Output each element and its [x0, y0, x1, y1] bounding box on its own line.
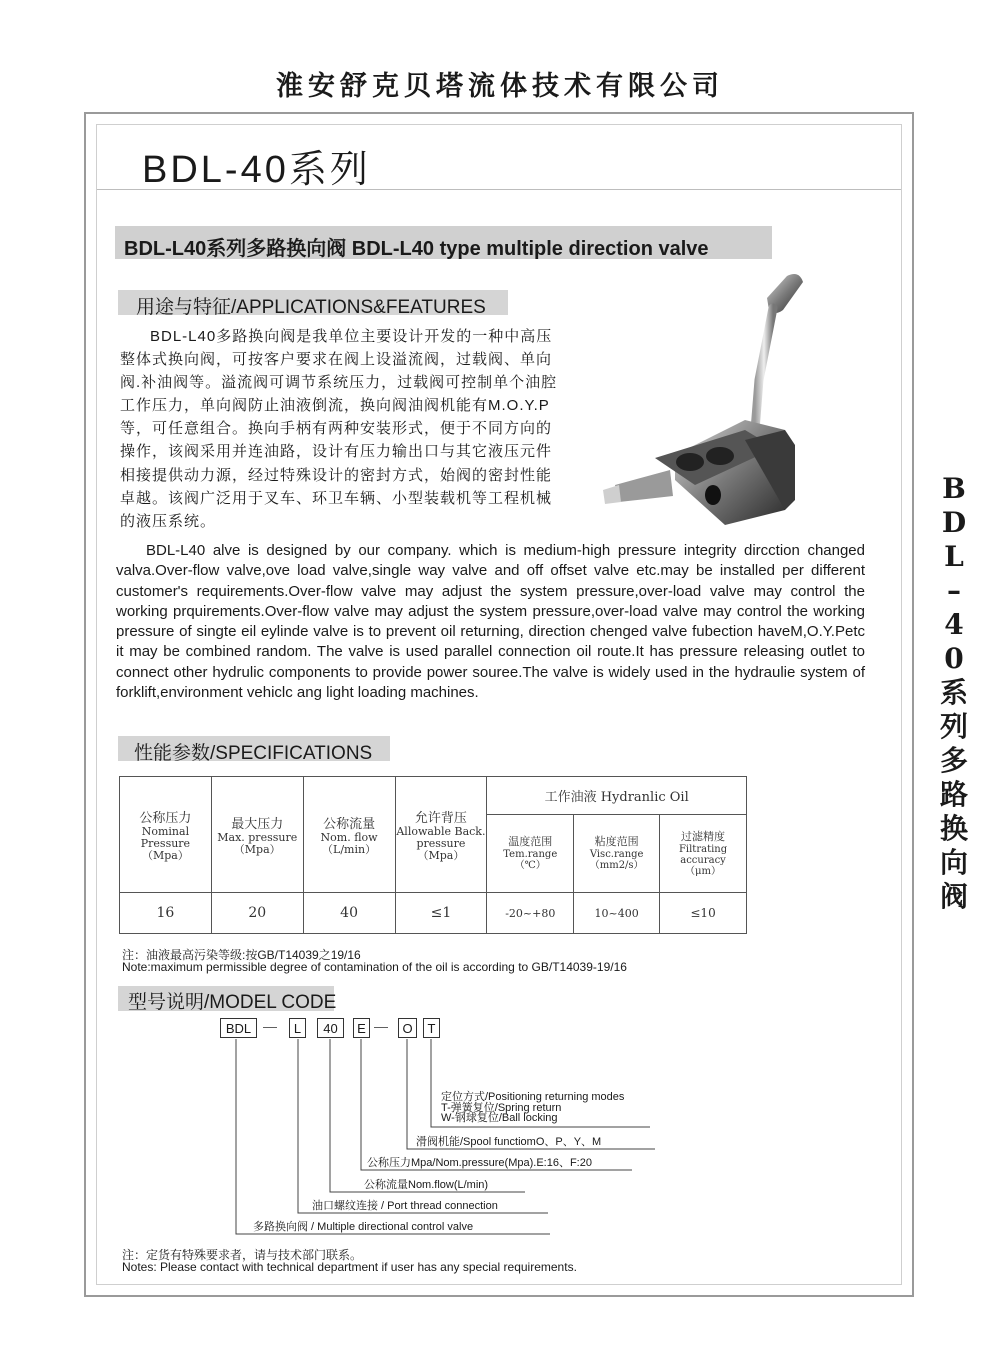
side-char: 0	[944, 642, 964, 675]
hydraulic-oil-header: 工作油液 Hydranlic Oil	[487, 777, 747, 815]
spool-function-label: 滑阀机能/Spool functiomO、P、Y、M	[416, 1136, 602, 1148]
applications-heading: 用途与特征/APPLICATIONS&FEATURES	[136, 297, 486, 318]
spec-header-cell: 过滤精度 Filtrating accuracy （μm）	[660, 815, 747, 893]
code-box-l: L	[289, 1018, 306, 1038]
code-box-bdl: BDL	[220, 1018, 257, 1038]
spec-header-cell: 公称流量 Nom. flow （L/min）	[303, 777, 395, 893]
spec-header-cell: 最大压力 Max. pressure （Mpa）	[211, 777, 303, 893]
side-char: 路	[939, 778, 968, 811]
spec-header-cell: 允许背压 Allowable Back. pressure （Mpa）	[395, 777, 487, 893]
spec-header-cell: 温度范围 Tem.range （℃）	[487, 815, 574, 893]
company-name: 淮安舒克贝塔流体技术有限公司	[276, 71, 724, 102]
applications-en-paragraph: BDL-L40 alve is designed by our company. which is medium-high pressure integrity dircction changed valva.Over-flow valve,ove load valve,single way valve and off offset valve etc.may be installed per different customer's requirements.Over-flow valve may adjust the system pressure,over-load valve may control the working prquirements.Over-flow valve may adjust the system pressure,over-load valve may control the working pressure of singte eil eylinde valve is to prevent oil returning, direction chenged valve fubection haveM,O.Y.Petc it may be combined random. The valve is used parallel connection oil route.It has pressure releasing outlet to connect other hydrulic components to provide power souree.The valve is widely used in the hydraulie system of forklift,environment vehiclc ang light loading machines.	[116, 542, 865, 702]
multiple-valve-label: 多路换向阀 / Multiple directional control valve	[253, 1221, 474, 1233]
applications-cn-paragraph: BDL-L40多路换向阀是我单位主要设计开发的一种中高压整体式换向阀，可按客户要求在阀上设溢流阀，过载阀、单向阀.补油阀等。溢流阀可调节系统压力，过载阀可控制单个油腔工作压力，单向阀防止油液倒流，换向阀油阀机能有M.O.Y.P等，可任意组合。换向手柄有两种安装形式，便于不同方向的操作，该阀采用并连油路，设计有压力输出口与其它液压元件相接提供动力源，经过特殊设计的密封方式，始阀的密封性能卓越。该阀广泛用于叉车、环卫车辆、小型装载机等工程机械的液压系统。	[120, 328, 558, 530]
side-char: 向	[939, 846, 968, 879]
ball-locking-label: W-钢球复位/Ball locking	[441, 1112, 558, 1124]
spec-note-cn: 注：油液最高污染等级:按GB/T14039之19/16	[122, 948, 361, 962]
spec-value-cell: 20	[211, 893, 303, 934]
spec-header-cell: 粘度范围 Visc.range （mm2/s）	[574, 815, 660, 893]
side-char: 系	[939, 676, 968, 709]
side-char: 换	[939, 812, 968, 845]
nominal-pressure-label: 公称压力Mpa/Nom.pressure(Mpa).E:16、F:20	[367, 1157, 592, 1169]
spring-return-label: T-弹簧复位/Spring return	[441, 1102, 562, 1114]
specifications-heading: 性能参数/SPECIFICATIONS	[134, 743, 373, 764]
port-thread-label: 油口螺纹连接 / Port thread connection	[312, 1200, 498, 1212]
series-title: BDL-40系列	[142, 149, 371, 191]
product-subtitle: BDL-L40系列多路换向阀 BDL-L40 type multiple direction valve	[124, 238, 709, 260]
code-box-t: T	[423, 1018, 440, 1038]
code-box-40: 40	[317, 1018, 344, 1038]
model-note-cn: 注：定货有特殊要求者，请与技术部门联系。	[122, 1248, 363, 1262]
positioning-label: 定位方式/Positioning returning modes	[441, 1091, 625, 1103]
side-char: 多	[939, 744, 968, 777]
spec-note-en: Note:maximum permissible degree of contamination of the oil is according to GB/T14039-19/16	[122, 960, 627, 974]
side-char: –	[947, 574, 961, 607]
spec-header-cell: 公称压力 Nominal Pressure （Mpa）	[120, 777, 212, 893]
spec-value-cell: ≤10	[660, 893, 747, 934]
side-char: B	[942, 472, 966, 505]
spec-value-cell: ≤1	[395, 893, 487, 934]
model-note-en: Notes: Please contact with technical department if user has any special requirements.	[122, 1260, 577, 1274]
code-dash: —	[263, 1018, 277, 1034]
side-char: 4	[944, 608, 964, 641]
side-char: L	[944, 540, 964, 573]
nominal-flow-label: 公称流量Nom.flow(L/min)	[364, 1179, 489, 1191]
code-dash: —	[374, 1018, 388, 1034]
code-box-e: E	[353, 1018, 370, 1038]
spec-value-cell: 10~400	[574, 893, 660, 934]
side-char: 列	[939, 710, 968, 743]
code-box-o: O	[398, 1018, 417, 1038]
spec-value-cell: 16	[120, 893, 212, 934]
spec-value-cell: 40	[303, 893, 395, 934]
spec-value-cell: -20~+80	[487, 893, 574, 934]
model-code-heading: 型号说明/MODEL CODE	[128, 992, 337, 1013]
side-char: 阀	[939, 880, 968, 913]
side-char: D	[941, 506, 967, 539]
